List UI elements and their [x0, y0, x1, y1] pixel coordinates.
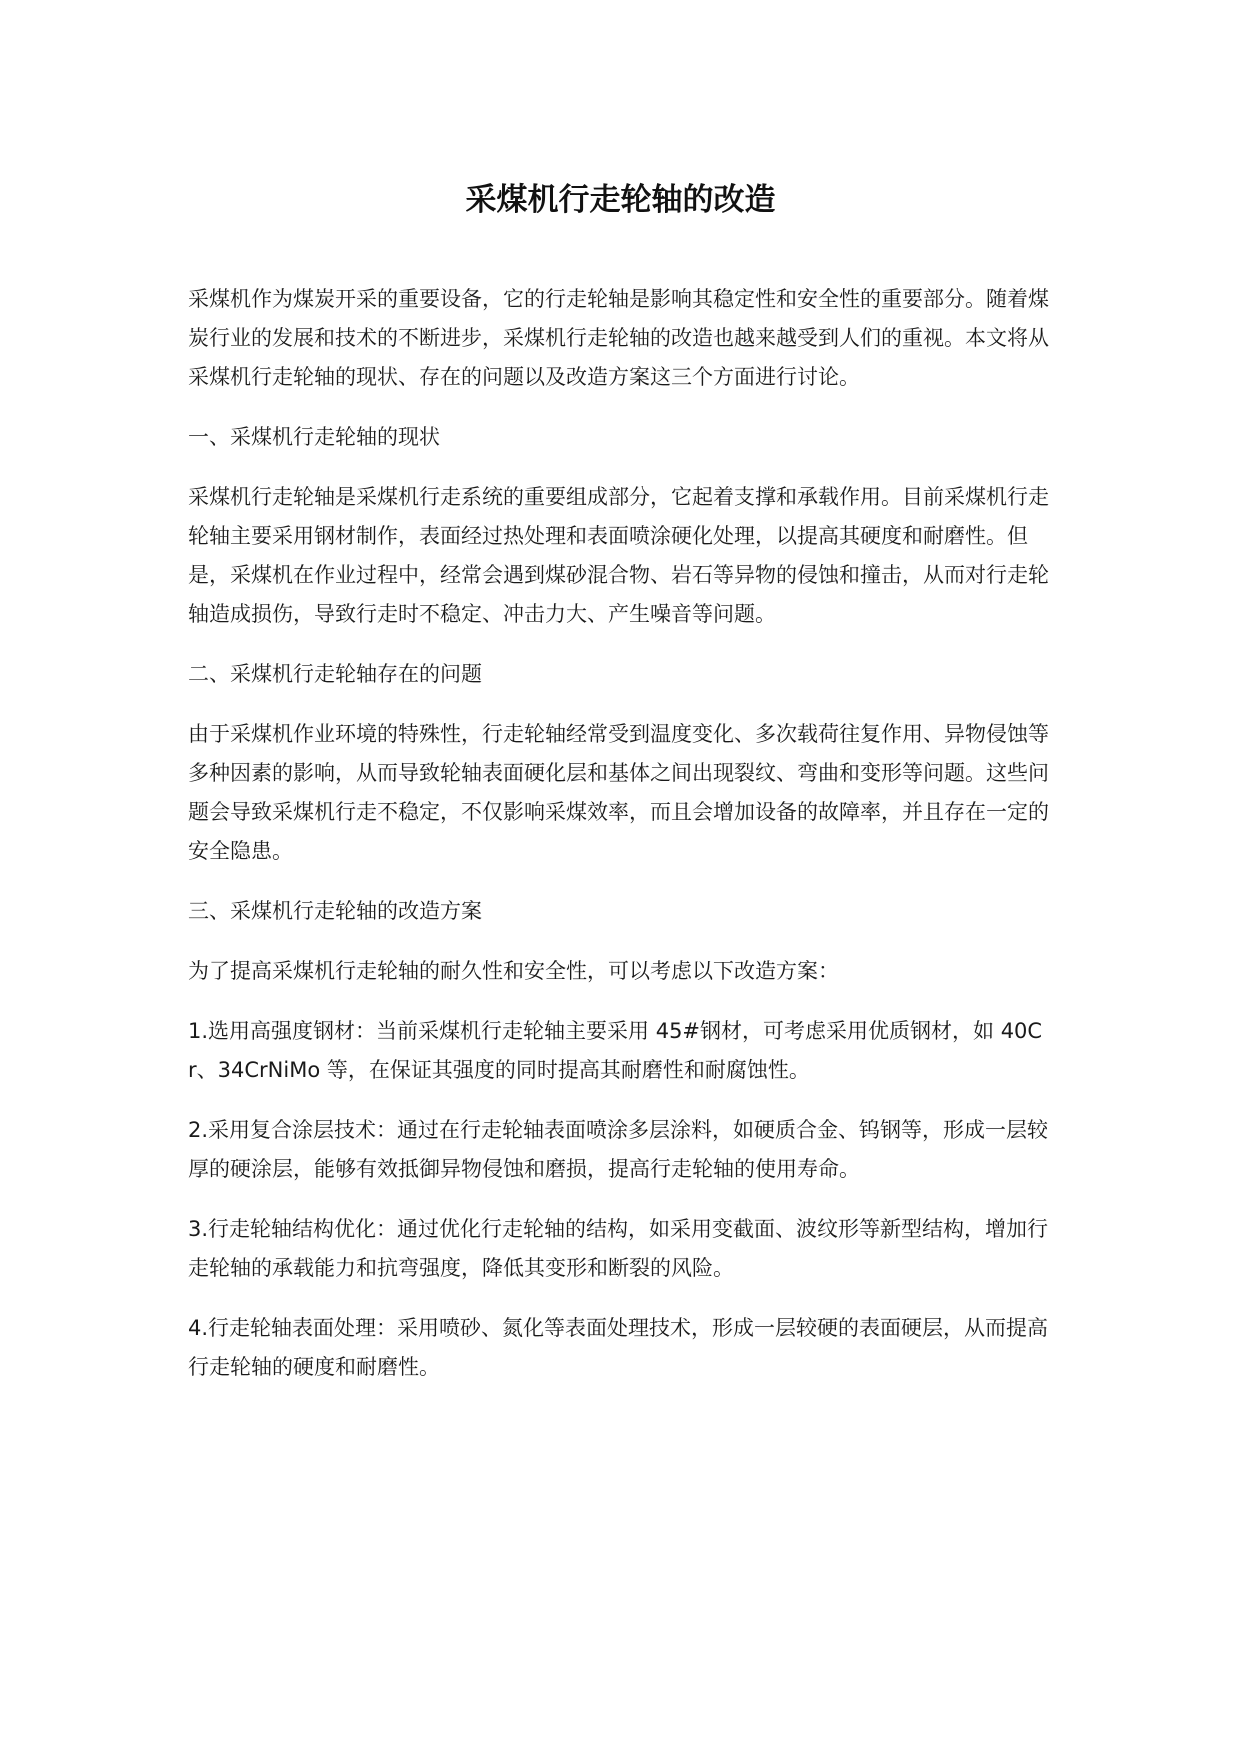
section-2-heading: 二、采煤机行走轮轴存在的问题 [188, 662, 482, 686]
section-2-paragraph: 由于采煤机作业环境的特殊性，行走轮轴经常受到温度变化、多次载荷往复作用、异物侵蚀等多种因素的影响，从而导致轮轴表面硬化层和基体之间出现裂纹、弯曲和变形等问题。这些问题会导致采煤机行走不稳定，不仅影响采煤效率，而且会增加设备的故障率，并且存在一定的安全隐患。 [188, 722, 1049, 863]
section-3-lead-paragraph: 为了提高采煤机行走轮轴的耐久性和安全性，可以考虑以下改造方案： [188, 959, 839, 983]
document-body [188, 280, 1068, 1408]
section-3-heading: 三、采煤机行走轮轴的改造方案 [188, 899, 482, 923]
plan-item-4: 4.行走轮轴表面处理：采用喷砂、氮化等表面处理技术，形成一层较硬的表面硬层，从而提高行走轮轴的硬度和耐磨性。 [188, 1316, 1049, 1379]
section-1-paragraph: 采煤机行走轮轴是采煤机行走系统的重要组成部分，它起着支撑和承载作用。目前采煤机行走轮轴主要采用钢材制作，表面经过热处理和表面喷涂硬化处理，以提高其硬度和耐磨性。但是，采煤机在作业过程中，经常会遇到煤砂混合物、岩石等异物的侵蚀和撞击，从而对行走轮轴造成损伤，导致行走时不稳定、冲击力大、产生噪音等问题。 [188, 485, 1049, 626]
section-1-heading: 一、采煤机行走轮轴的现状 [188, 425, 440, 449]
plan-item-3: 3.行走轮轴结构优化：通过优化行走轮轴的结构，如采用变截面、波纹形等新型结构，增加行走轮轴的承载能力和抗弯强度，降低其变形和断裂的风险。 [188, 1217, 1049, 1280]
plan-item-1: 1.选用高强度钢材：当前采煤机行走轮轴主要采用 45#钢材，可考虑采用优质钢材，如 40Cr、34CrNiMo 等，在保证其强度的同时提高其耐磨性和耐腐蚀性。 [188, 1019, 1043, 1082]
intro-paragraph: 采煤机作为煤炭开采的重要设备，它的行走轮轴是影响其稳定性和安全性的重要部分。随着煤炭行业的发展和技术的不断进步，采煤机行走轮轴的改造也越来越受到人们的重视。本文将从采煤机行走轮轴的现状、存在的问题以及改造方案这三个方面进行讨论。 [188, 287, 1049, 389]
plan-item-2: 2.采用复合涂层技术：通过在行走轮轴表面喷涂多层涂料，如硬质合金、钨钢等，形成一层较厚的硬涂层，能够有效抵御异物侵蚀和磨损，提高行走轮轴的使用寿命。 [188, 1118, 1049, 1181]
document-title: 采煤机行走轮轴的改造 [465, 182, 776, 218]
